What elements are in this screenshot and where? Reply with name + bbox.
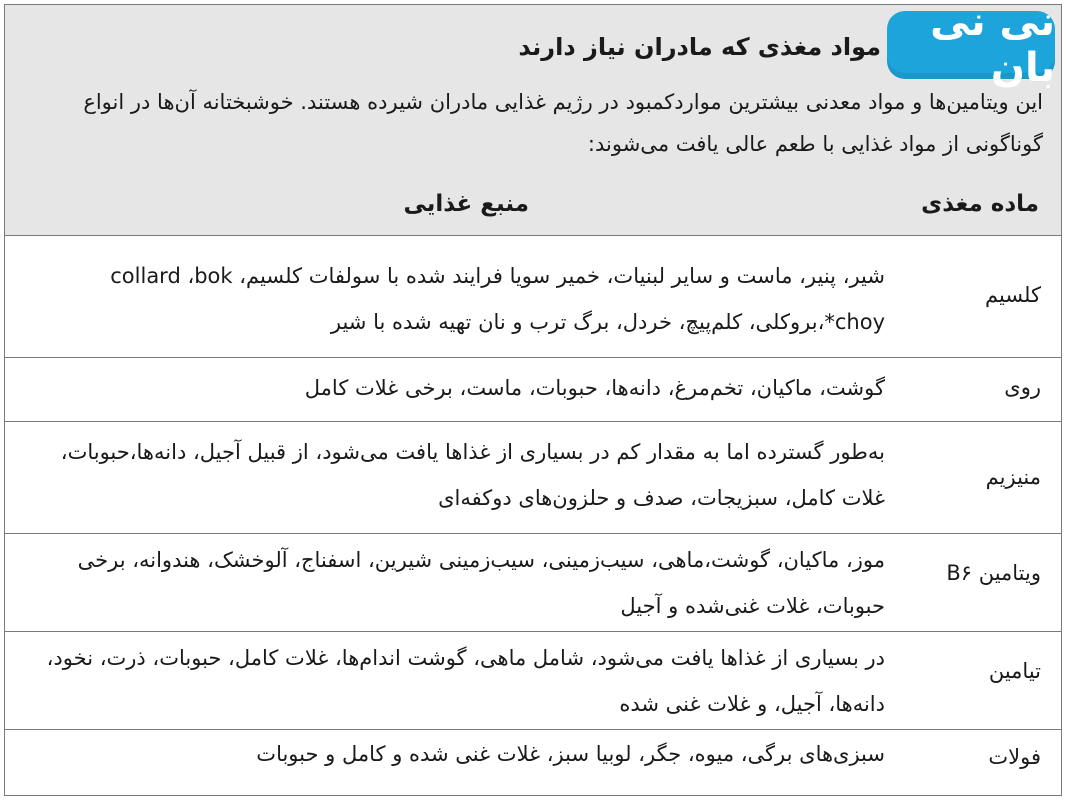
page-title: مواد مغذی که مادران نیاز دارند bbox=[518, 33, 881, 61]
nutrient-name: روی bbox=[1004, 375, 1041, 399]
nutrient-name: فولات bbox=[988, 745, 1041, 769]
nutrient-name: ویتامین B۶ bbox=[946, 561, 1041, 585]
brand-logo bbox=[887, 0, 1055, 91]
table-row bbox=[5, 357, 1061, 422]
table-header bbox=[5, 0, 1061, 178]
nutrient-name: کلسیم bbox=[985, 283, 1041, 307]
food-source: گوشت، ماکیان، تخم‌مرغ، دانه‌ها، حبوبات، ماست، برخی غلات کامل bbox=[304, 376, 885, 400]
table-row bbox=[5, 631, 1061, 730]
brand-logo-text: نی نی بان bbox=[930, 0, 1055, 91]
food-source: موز، ماکیان، گوشت،ماهی، سیب‌زمینی، سیب‌زمینی شیرین، اسفناج، آلوخشک، هندوانه، برخی حبوبات، غلات غنی‌شده و آجیل bbox=[77, 548, 885, 618]
food-source: به‌طور گسترده اما به مقدار کم در بسیاری از غذاها یافت می‌شود، از قبیل آجیل، دانه‌ها،حبوبات، غلات کامل، سبزیجات، صدف و حلزون‌های دوکفه‌ای bbox=[60, 440, 885, 510]
food-source: سبزی‌های برگی، میوه، جگر، لوبیا سبز، غلات غنی شده و کامل و حبوبات bbox=[256, 742, 885, 766]
food-source: شیر، پنیر، ماست و سایر لبنیات، خمیر سویا فرایند شده با سولفات کلسیم، collard ،bok choy*،بروکلی، کلم‌پیچ، خردل، برگ ترب و نان تهیه شده با شیر bbox=[110, 264, 885, 334]
nutrient-name: تیامین bbox=[988, 659, 1041, 683]
column-header-nutrient: ماده مغذی bbox=[921, 191, 1039, 217]
table-row bbox=[5, 235, 1061, 358]
column-header-source: منبع غذایی bbox=[403, 191, 529, 217]
table-row bbox=[5, 729, 1061, 795]
column-headers bbox=[5, 177, 1061, 236]
table-row bbox=[5, 533, 1061, 632]
table-row bbox=[5, 421, 1061, 534]
food-source: در بسیاری از غذاها یافت می‌شود، شامل ماهی، گوشت اندام‌ها، غلات کامل، حبوبات، ذرت، نخود، دانه‌ها، آجیل، و غلات غنی شده bbox=[46, 646, 885, 716]
intro-paragraph: این ویتامین‌ها و مواد معدنی بیشترین مواردکمبود در رژیم غذایی مادران شیرده هستند. خوشبختانه آن‌ها در انواع گوناگونی از مواد غذایی با طعم عالی یافت می‌شوند: bbox=[83, 90, 1043, 156]
nutrient-name: منیزیم bbox=[985, 465, 1041, 489]
nutrient-table-card bbox=[4, 0, 1062, 796]
